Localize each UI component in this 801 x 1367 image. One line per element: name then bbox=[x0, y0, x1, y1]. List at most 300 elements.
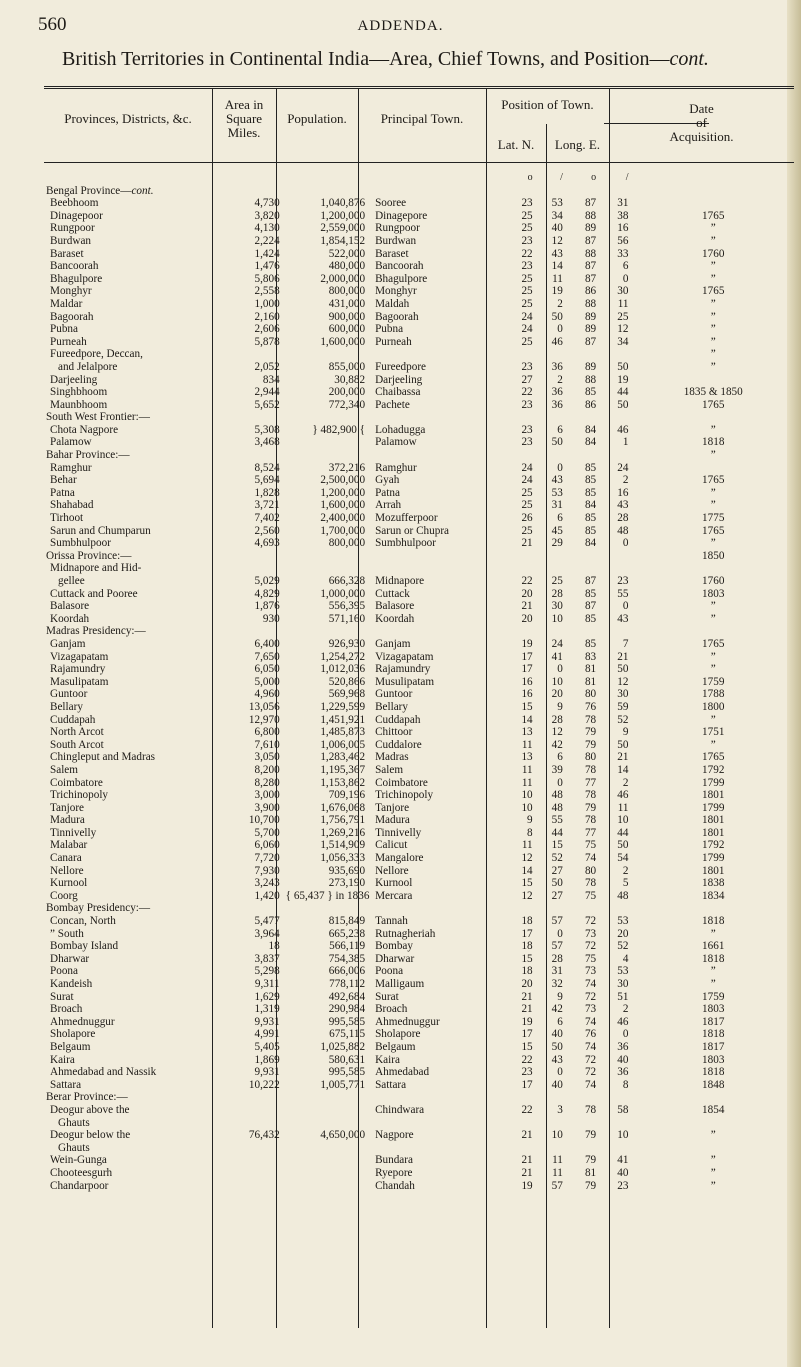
cell-date bbox=[632, 1142, 794, 1155]
cell-long-deg: 89 bbox=[584, 222, 597, 235]
cell-area: 12,970 bbox=[248, 713, 280, 726]
cell-province: Surat bbox=[50, 990, 74, 1003]
cell-lat-min: 50 bbox=[551, 1040, 563, 1053]
cell-date bbox=[632, 197, 794, 210]
cell-area: 1,424 bbox=[254, 247, 280, 260]
cell-province: Pubna bbox=[50, 323, 78, 336]
cell-lat-deg bbox=[504, 902, 535, 915]
cell-long-min: 2 bbox=[622, 1003, 629, 1016]
cell-date: ” bbox=[710, 222, 716, 235]
cell-town: Salem bbox=[375, 763, 404, 776]
table-row bbox=[44, 248, 794, 261]
cell-long-deg: 85 bbox=[584, 386, 597, 399]
cell-area: 7,650 bbox=[254, 650, 280, 663]
cell-town bbox=[371, 550, 504, 563]
cell-province: gellee bbox=[58, 575, 85, 587]
cell-town: Fureedpore bbox=[375, 360, 427, 373]
cell-lat-min: 10 bbox=[551, 675, 563, 688]
cell-lat-min: 48 bbox=[551, 789, 563, 802]
cell-province: Berar Province:— bbox=[46, 1091, 128, 1104]
cell-lat-min bbox=[536, 449, 567, 462]
cell-population: 600,000 bbox=[328, 323, 366, 336]
cell-population bbox=[286, 550, 371, 563]
cell-long-min: 19 bbox=[617, 373, 629, 386]
cell-area: 7,610 bbox=[254, 738, 280, 751]
table-row bbox=[44, 751, 794, 764]
cell-date: 1792 bbox=[702, 763, 725, 776]
cell-population: 571,160 bbox=[328, 612, 366, 625]
cell-long-min bbox=[599, 449, 632, 462]
cell-lat-deg: 24 bbox=[521, 323, 533, 336]
cell-town: Rutnagheriah bbox=[375, 927, 436, 940]
cell-lat-min: 53 bbox=[551, 197, 563, 210]
cell-area bbox=[219, 550, 286, 563]
cell-lat-deg: 22 bbox=[521, 247, 533, 260]
cell-area: 1,876 bbox=[254, 600, 280, 613]
cell-population: 1,040,876 bbox=[320, 197, 366, 210]
cell-lat-min: 0 bbox=[557, 776, 563, 789]
cell-long-min: 28 bbox=[617, 512, 629, 525]
cell-lat-deg bbox=[504, 1142, 535, 1155]
cell-lat-deg: 21 bbox=[521, 600, 533, 613]
cell-lat-min bbox=[536, 1117, 567, 1130]
table-row bbox=[44, 336, 794, 349]
cell-province: Behar bbox=[50, 474, 77, 487]
cell-long-deg: 88 bbox=[584, 373, 597, 386]
cell-lat-min bbox=[536, 550, 567, 563]
cell-date: 1759 bbox=[702, 675, 725, 688]
cell-population: 273,190 bbox=[328, 877, 366, 890]
cell-date: 1801 bbox=[702, 789, 725, 802]
table-row bbox=[44, 436, 794, 449]
table-row bbox=[44, 839, 794, 852]
cell-province: South West Frontier:— bbox=[46, 411, 150, 424]
table-row bbox=[44, 1016, 794, 1029]
cell-long-deg: 79 bbox=[584, 1154, 597, 1167]
cell-town bbox=[371, 1091, 504, 1104]
cell-long-deg: 76 bbox=[584, 700, 597, 713]
table-row bbox=[44, 814, 794, 827]
cell-province: Orissa Province:— bbox=[46, 549, 132, 562]
section-cont: cont. bbox=[131, 184, 154, 197]
cell-date: 1765 bbox=[702, 285, 725, 298]
cell-lat-min: 55 bbox=[551, 814, 563, 827]
cell-town: Maldah bbox=[375, 297, 410, 310]
cell-lat-min: 28 bbox=[551, 587, 563, 600]
cell-area: 5,477 bbox=[254, 915, 280, 928]
header-population: Population. bbox=[287, 111, 347, 126]
cell-population: 431,000 bbox=[328, 297, 366, 310]
cell-lat-deg: 26 bbox=[521, 512, 533, 525]
cell-population bbox=[286, 411, 371, 424]
table-row bbox=[44, 525, 794, 538]
cell-long-deg: 73 bbox=[584, 927, 597, 940]
cell-town: Chittoor bbox=[375, 726, 413, 739]
cell-town: Vizagapatam bbox=[375, 650, 434, 663]
cell-date bbox=[632, 1117, 794, 1130]
cell-province: Dinagepoor bbox=[50, 209, 103, 222]
cell-area bbox=[219, 348, 286, 361]
cell-long-deg bbox=[567, 625, 599, 638]
cell-area: 2,052 bbox=[254, 360, 280, 373]
cell-area: 7,720 bbox=[254, 852, 280, 865]
cell-date: 1788 bbox=[702, 688, 725, 701]
cell-province: Maunbhoom bbox=[50, 398, 108, 411]
cell-town: Ryepore bbox=[375, 1166, 413, 1179]
cell-long-deg: 75 bbox=[584, 952, 597, 965]
cell-lat-min bbox=[536, 562, 567, 575]
cell-area: 9,931 bbox=[254, 1015, 280, 1028]
cell-long-min: 0 bbox=[622, 537, 629, 550]
cell-lat-min: 11 bbox=[552, 272, 563, 285]
cell-long-min: 4 bbox=[622, 952, 629, 965]
cell-area: 3,468 bbox=[254, 436, 280, 449]
cell-town: Ganjam bbox=[375, 637, 411, 650]
cell-population: 1,254,272 bbox=[320, 650, 366, 663]
cell-long-min: 44 bbox=[617, 826, 629, 839]
cell-area: 4,829 bbox=[254, 587, 280, 600]
cell-population: 1,485,873 bbox=[320, 726, 366, 739]
cell-long-deg bbox=[567, 1117, 599, 1130]
cell-date: ” bbox=[710, 927, 716, 940]
cell-town bbox=[371, 902, 504, 915]
cell-population bbox=[286, 625, 371, 638]
cell-long-min: 48 bbox=[617, 524, 629, 537]
cell-date: 1775 bbox=[702, 512, 725, 525]
cell-province: Ahmedabad and Nassik bbox=[50, 1066, 157, 1079]
cell-lat-min: 6 bbox=[557, 423, 563, 436]
cell-area: 3,050 bbox=[254, 751, 280, 764]
cell-long-deg bbox=[567, 185, 599, 198]
cell-long-deg: 87 bbox=[584, 272, 597, 285]
cell-lat-deg: 11 bbox=[521, 763, 533, 776]
cell-lat-min: 12 bbox=[551, 234, 563, 247]
cell-province: Broach bbox=[50, 1003, 83, 1016]
cell-long-min bbox=[599, 550, 632, 563]
cell-long-deg bbox=[567, 550, 599, 563]
cell-province: Cuddapah bbox=[50, 713, 96, 726]
cell-lat-min: 25 bbox=[551, 575, 563, 587]
cell-area: 9,311 bbox=[254, 978, 280, 990]
cell-date: 1818 bbox=[702, 915, 725, 928]
cell-long-deg: 87 bbox=[584, 197, 597, 210]
cell-lat-min bbox=[536, 1142, 567, 1155]
cell-town: Musulipatam bbox=[375, 675, 435, 688]
cell-province: Bombay Island bbox=[50, 940, 119, 953]
cell-province: Singhbhoom bbox=[50, 386, 108, 399]
cell-date: 1765 bbox=[702, 474, 725, 487]
cell-area: 1,869 bbox=[254, 1053, 280, 1066]
cell-date: ” bbox=[710, 1166, 716, 1179]
cell-date: 1835 & 1850 bbox=[683, 386, 743, 399]
cell-lat-min: 9 bbox=[557, 700, 563, 713]
cell-lat-min: 6 bbox=[557, 1015, 563, 1028]
table-row bbox=[44, 663, 794, 676]
cell-town: Kurnool bbox=[375, 877, 413, 890]
cell-long-min bbox=[599, 562, 632, 575]
cell-area: 930 bbox=[262, 612, 280, 625]
cell-long-deg: 77 bbox=[584, 776, 597, 789]
cell-province: Beebhoom bbox=[50, 197, 99, 210]
cell-date: ” bbox=[710, 234, 716, 247]
cell-town: Kaira bbox=[375, 1053, 400, 1066]
table-row bbox=[44, 210, 794, 223]
cell-town: Patna bbox=[375, 486, 400, 499]
cell-lat-min: 10 bbox=[551, 612, 563, 625]
cell-province: Rajamundry bbox=[50, 663, 106, 676]
cell-lat-deg: 23 bbox=[521, 360, 533, 373]
cell-area bbox=[219, 1091, 286, 1104]
cell-lat-min: 36 bbox=[551, 386, 563, 399]
cell-long-min: 2 bbox=[622, 776, 629, 789]
cell-province: Canara bbox=[50, 852, 82, 865]
section-row bbox=[44, 550, 794, 563]
cell-long-deg: 89 bbox=[584, 310, 597, 323]
cell-long-min bbox=[599, 625, 632, 638]
table-row bbox=[44, 600, 794, 613]
cell-long-min: 11 bbox=[617, 297, 629, 310]
cell-lat-min: 46 bbox=[551, 335, 563, 348]
cell-town: Ramghur bbox=[375, 461, 417, 474]
cell-long-min: 40 bbox=[617, 1166, 629, 1179]
cell-area: 2,558 bbox=[254, 285, 280, 298]
cell-population bbox=[286, 1117, 371, 1130]
cell-area: 3,721 bbox=[254, 499, 280, 512]
cell-population: 800,000 bbox=[328, 537, 366, 550]
cell-town: Guntoor bbox=[375, 688, 413, 701]
cell-town: Chaibassa bbox=[375, 386, 421, 399]
cell-population: 1,514,909 bbox=[320, 839, 366, 852]
cell-town: Bundara bbox=[375, 1154, 413, 1167]
cell-province: Chota Nagpore bbox=[50, 423, 119, 436]
cell-long-min: 12 bbox=[617, 323, 629, 336]
cell-date: 1759 bbox=[702, 990, 725, 1003]
cell-area: 2,160 bbox=[254, 310, 280, 323]
cell-lat-deg: 27 bbox=[521, 373, 533, 386]
cell-town: Sarun or Chupra bbox=[375, 524, 450, 537]
cell-area: 10,700 bbox=[248, 814, 280, 827]
cell-population: 1,283,462 bbox=[320, 751, 366, 764]
cell-town: Bellary bbox=[375, 700, 408, 713]
cell-area: 5,694 bbox=[254, 474, 280, 487]
cell-population: 4,650,000 bbox=[320, 1129, 366, 1142]
cell-long-deg: 72 bbox=[584, 1066, 597, 1079]
cell-area: 18 bbox=[268, 940, 280, 953]
cell-area bbox=[219, 1167, 286, 1180]
cell-town: Madras bbox=[375, 751, 409, 764]
cell-date: 1848 bbox=[702, 1078, 725, 1091]
cell-long-min: 48 bbox=[617, 889, 629, 902]
cell-province: Ramghur bbox=[50, 461, 92, 474]
table-row bbox=[44, 865, 794, 878]
cell-lat-min: 52 bbox=[551, 852, 563, 865]
cell-lat-deg: 25 bbox=[521, 272, 533, 285]
cell-lat-deg: 11 bbox=[521, 776, 533, 789]
section-row bbox=[44, 185, 794, 198]
cell-population: 666,328 bbox=[328, 575, 366, 587]
cell-town: Trichinopoly bbox=[375, 789, 434, 802]
cell-lat-deg: 25 bbox=[521, 222, 533, 235]
cell-lat-min: 50 bbox=[551, 310, 563, 323]
cell-date: 1801 bbox=[702, 864, 725, 877]
cell-long-deg: 75 bbox=[584, 839, 597, 852]
header-long: Long. E. bbox=[554, 137, 601, 152]
cell-lat-deg: 25 bbox=[521, 486, 533, 499]
table-row bbox=[44, 499, 794, 512]
cell-long-deg: 85 bbox=[584, 612, 597, 625]
cell-town: Tinnivelly bbox=[375, 826, 422, 839]
rule-top bbox=[44, 86, 794, 87]
cell-population: 1,600,000 bbox=[320, 335, 366, 348]
section-row bbox=[44, 411, 794, 424]
cell-province: Cuttack and Pooree bbox=[50, 587, 138, 600]
cell-date: 1765 bbox=[702, 524, 725, 537]
cell-long-deg bbox=[567, 348, 599, 361]
cell-lat-deg: 19 bbox=[521, 1015, 533, 1028]
cell-population: 1,451,921 bbox=[320, 713, 366, 726]
cell-population bbox=[286, 185, 371, 198]
cell-population: 675,115 bbox=[329, 1028, 366, 1041]
cell-town: Cuddalore bbox=[375, 738, 422, 751]
cell-long-deg: 83 bbox=[584, 650, 597, 663]
cell-lat-min: 48 bbox=[551, 801, 563, 814]
cell-date: ” bbox=[710, 486, 716, 499]
cell-town: Mangalore bbox=[375, 852, 424, 865]
table-row bbox=[44, 1041, 794, 1054]
cell-date: 1760 bbox=[702, 575, 725, 587]
cell-town bbox=[371, 625, 504, 638]
cell-population: 772,340 bbox=[328, 398, 366, 411]
cell-area: 5,029 bbox=[254, 575, 280, 587]
cell-lat-min: 32 bbox=[551, 978, 563, 990]
cell-long-deg: 75 bbox=[584, 889, 597, 902]
cell-area: 1,420 bbox=[254, 889, 280, 902]
cell-area: 5,878 bbox=[254, 335, 280, 348]
cell-date: ” bbox=[710, 978, 716, 990]
cell-area bbox=[219, 902, 286, 915]
section-row bbox=[44, 449, 794, 462]
cell-long-min bbox=[599, 902, 632, 915]
cell-province: Bombay Presidency:— bbox=[46, 902, 151, 915]
cell-lat-min: 6 bbox=[557, 751, 563, 764]
cell-population: 778,112 bbox=[329, 978, 366, 990]
table-row bbox=[44, 890, 794, 903]
table-row bbox=[44, 222, 794, 235]
cell-long-min: 53 bbox=[617, 915, 629, 928]
cell-date: ” bbox=[710, 965, 716, 978]
cell-lat-deg: 15 bbox=[521, 952, 533, 965]
cell-town: Balasore bbox=[375, 600, 415, 613]
cell-long-min: 43 bbox=[617, 612, 629, 625]
cell-long-deg: 87 bbox=[584, 260, 597, 273]
cell-long-min: 30 bbox=[617, 688, 629, 701]
table-row bbox=[44, 474, 794, 487]
cell-long-min: 21 bbox=[617, 751, 629, 764]
table-row bbox=[44, 487, 794, 500]
cell-province: Ganjam bbox=[50, 637, 86, 650]
cell-lat-deg: 18 bbox=[521, 965, 533, 978]
cell-population: 995,585 bbox=[328, 1066, 366, 1079]
cell-lat-min: 31 bbox=[551, 499, 563, 512]
cell-town: Pachete bbox=[375, 398, 410, 411]
cell-town: Sumbhulpoor bbox=[375, 537, 436, 550]
cell-long-deg: 72 bbox=[584, 915, 597, 928]
cell-lat-deg: 13 bbox=[521, 726, 533, 739]
cell-province: Deogur above the bbox=[50, 1103, 130, 1116]
cell-town: Chindwara bbox=[375, 1103, 425, 1116]
cell-province: Purneah bbox=[50, 335, 87, 348]
cell-long-min: 56 bbox=[617, 234, 629, 247]
cell-date: 1818 bbox=[702, 436, 725, 449]
cell-population: 815,849 bbox=[328, 915, 366, 928]
lat-deg-symbol: o bbox=[527, 172, 533, 183]
cell-long-deg bbox=[567, 562, 599, 575]
cell-lat-deg: 21 bbox=[521, 1129, 533, 1142]
cell-long-min: 50 bbox=[617, 663, 629, 676]
caption-cont: cont. bbox=[669, 48, 709, 70]
cell-province: Kandeish bbox=[50, 978, 93, 990]
table-row bbox=[44, 386, 794, 399]
cell-province: Tanjore bbox=[50, 801, 85, 814]
cell-lat-min: 36 bbox=[551, 398, 563, 411]
cell-town: Sooree bbox=[375, 197, 407, 210]
cell-area: 9,931 bbox=[254, 1066, 280, 1079]
cell-long-min: 52 bbox=[617, 940, 629, 953]
cell-long-min: 14 bbox=[617, 763, 629, 776]
cell-area: 8,200 bbox=[254, 763, 280, 776]
cell-long-min: 36 bbox=[617, 1066, 629, 1079]
cell-date: ” bbox=[710, 423, 716, 436]
cell-population: 1,600,000 bbox=[320, 499, 366, 512]
cell-town: Bhagulpore bbox=[375, 272, 428, 285]
cell-town: Bombay bbox=[375, 940, 413, 953]
cell-town: Bagoorah bbox=[375, 310, 419, 323]
cell-town: Madura bbox=[375, 814, 410, 827]
cell-province: Sholapore bbox=[50, 1028, 96, 1041]
cell-lat-min: 0 bbox=[557, 663, 563, 676]
cell-province: Palamow bbox=[50, 436, 92, 449]
cell-area: 6,060 bbox=[254, 839, 280, 852]
cell-area: 5,700 bbox=[254, 826, 280, 839]
cell-long-deg: 78 bbox=[584, 814, 597, 827]
cell-date: ” bbox=[710, 335, 716, 348]
cell-long-deg: 85 bbox=[584, 486, 597, 499]
cell-province: Burdwan bbox=[50, 234, 92, 247]
cell-long-deg: 79 bbox=[584, 738, 597, 751]
table-row bbox=[44, 424, 794, 437]
cell-area: 4,991 bbox=[254, 1028, 280, 1041]
cell-lat-min: 40 bbox=[551, 1078, 563, 1091]
header-area-line: Area in bbox=[224, 97, 264, 112]
table-row bbox=[44, 1054, 794, 1067]
cell-lat-deg: 19 bbox=[521, 1179, 533, 1192]
cell-province: Baraset bbox=[50, 247, 84, 260]
cell-province: Bancoorah bbox=[50, 260, 99, 273]
cell-lat-deg bbox=[504, 550, 535, 563]
cell-date: 1803 bbox=[702, 1003, 725, 1016]
cell-population: 2,400,000 bbox=[320, 512, 366, 525]
table-row bbox=[44, 575, 794, 588]
cell-population: 2,000,000 bbox=[320, 272, 366, 285]
cell-area: 834 bbox=[262, 373, 280, 386]
table-row bbox=[44, 877, 794, 890]
cell-long-min: 20 bbox=[617, 927, 629, 940]
cell-town: Chandah bbox=[375, 1179, 415, 1192]
cell-lat-deg: 22 bbox=[521, 386, 533, 399]
cell-long-deg: 77 bbox=[584, 826, 597, 839]
cell-area: 5,298 bbox=[254, 965, 280, 978]
cell-long-deg: 85 bbox=[584, 524, 597, 537]
